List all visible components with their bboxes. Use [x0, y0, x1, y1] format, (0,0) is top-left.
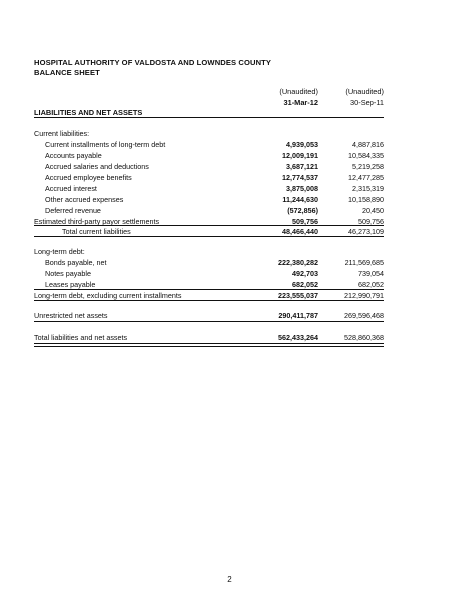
row-value-mar: (572,856) — [287, 206, 318, 215]
row-value-sep: 211,569,685 — [344, 258, 384, 267]
row-value-mar: 492,703 — [292, 269, 318, 278]
row-value-mar: 4,939,053 — [286, 140, 318, 149]
page-number: 2 — [227, 575, 232, 584]
row-label: Leases payable — [45, 280, 96, 289]
longterm-heading: Long-term debt: — [34, 247, 85, 256]
subtotal-rule — [34, 321, 384, 322]
row-label: Other accrued expenses — [45, 195, 124, 204]
row-value-mar: 3,687,121 — [286, 162, 318, 171]
total-longterm-sep: 212,990,791 — [344, 291, 384, 300]
grand-total-mar: 562,433,264 — [278, 333, 318, 342]
unrestricted-mar: 290,411,787 — [278, 311, 318, 320]
unrestricted-label: Unrestricted net assets — [34, 311, 108, 320]
total-longterm-mar: 223,555,037 — [278, 291, 318, 300]
row-value-sep: 10,158,890 — [348, 195, 384, 204]
entity-name: HOSPITAL AUTHORITY OF VALDOSTA AND LOWNDES COUNTY — [34, 58, 272, 67]
total-current-sep: 46,273,109 — [348, 227, 384, 236]
total-current-label: Total current liabilities — [62, 227, 131, 236]
row-label: Accrued interest — [45, 184, 97, 193]
section-title: LIABILITIES AND NET ASSETS — [34, 108, 143, 117]
row-value-sep: 2,315,319 — [352, 184, 384, 193]
row-value-mar: 509,756 — [292, 217, 318, 226]
row-label: Accrued employee benefits — [45, 173, 132, 182]
row-value-sep: 4,887,816 — [352, 140, 384, 149]
row-value-sep: 12,477,285 — [348, 173, 384, 182]
col1-date: 31-Mar-12 — [283, 98, 318, 107]
row-value-mar: 11,244,630 — [282, 195, 318, 204]
row-value-sep: 739,054 — [358, 269, 384, 278]
current-heading: Current liabilities: — [34, 129, 90, 138]
row-label: Current installments of long-term debt — [45, 140, 166, 149]
row-value-mar: 12,774,537 — [282, 173, 318, 182]
total-longterm-label: Long-term debt, excluding current installments — [34, 291, 182, 300]
row-value-sep: 5,219,258 — [352, 162, 384, 171]
row-label: Accrued salaries and deductions — [45, 162, 149, 171]
row-label: Bonds payable, net — [45, 258, 107, 267]
row-value-mar: 682,052 — [292, 280, 318, 289]
row-label: Estimated third-party payor settlements — [34, 217, 160, 226]
section-rule — [34, 117, 384, 118]
col2-date: 30-Sep-11 — [350, 98, 384, 107]
double-underline — [34, 343, 384, 347]
subtotal-rule — [34, 289, 384, 290]
row-value-sep: 682,052 — [358, 280, 384, 289]
row-value-sep: 10,584,335 — [348, 151, 384, 160]
row-label: Deferred revenue — [45, 206, 101, 215]
unrestricted-sep: 269,596,468 — [344, 311, 384, 320]
grand-total-label: Total liabilities and net assets — [34, 333, 128, 342]
subtotal-rule — [34, 300, 384, 301]
subtotal-rule — [34, 236, 384, 237]
statement-title: BALANCE SHEET — [34, 68, 100, 77]
row-value-mar: 222,380,282 — [278, 258, 318, 267]
row-value-sep: 20,450 — [362, 206, 384, 215]
row-label: Notes payable — [45, 269, 91, 278]
col1-status: (Unaudited) — [279, 87, 318, 96]
row-value-sep: 509,756 — [358, 217, 384, 226]
row-label: Accounts payable — [45, 151, 102, 160]
row-value-mar: 3,875,008 — [286, 184, 318, 193]
subtotal-rule — [34, 225, 384, 226]
row-value-mar: 12,009,191 — [282, 151, 318, 160]
col2-status: (Unaudited) — [345, 87, 384, 96]
total-current-mar: 48,466,440 — [282, 227, 318, 236]
grand-total-sep: 528,860,368 — [344, 333, 384, 342]
